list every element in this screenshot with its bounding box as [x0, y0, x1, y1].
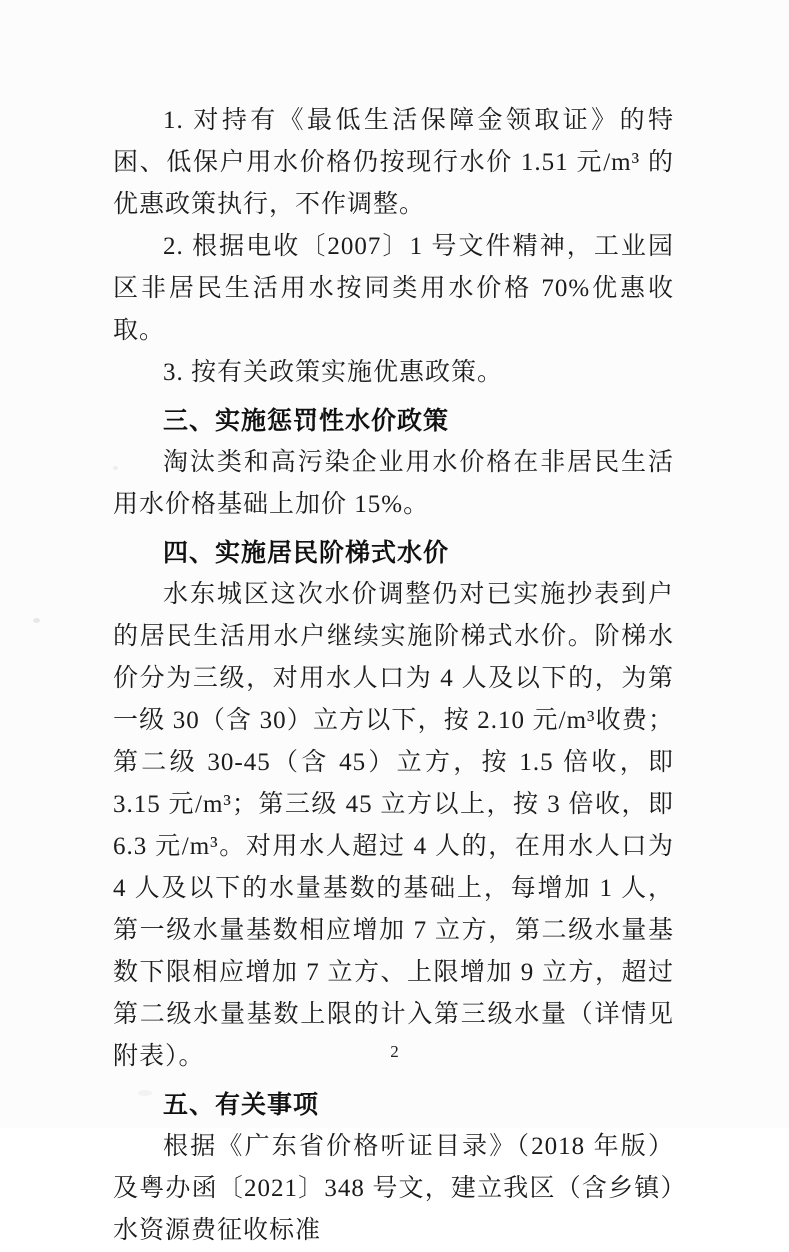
page-number: 2: [390, 1042, 399, 1061]
scan-artifact: [113, 466, 118, 470]
section-heading: 三、实施惩罚性水价政策: [163, 407, 450, 435]
body-paragraph: 淘汰类和高污染企业用水价格在非居民生活用水价格基础上加价 15%。: [113, 449, 674, 518]
section-heading: 五、有关事项: [163, 1091, 320, 1119]
scan-artifact: [138, 1090, 152, 1096]
scan-artifact: [33, 618, 40, 623]
body-paragraph: 3. 按有关政策实施优惠政策。: [163, 359, 504, 386]
body-paragraph: 水东城区这次水价调整仍对已实施抄表到户的居民生活用水户继续实施阶梯式水价。阶梯水价分为三级，对用水人口为 4 人及以下的，为第一级 30（含 30）立方以下，按 2.10 元/m³收费；第二级 30-45（含 45）立方，按 1.5 倍收，即 3.15 元/m³；第三级 45 立方以上，按 3 倍收，即 6.3 元/m³。对用水人超过 4 人的，在用水人口为 4 人及以下的水量基数的基础上，每增加 1 人，第一级水量基数相应增加 7 立方，第二级水量基数下限相应增加 7 立方、上限增加 9 立方，超过第二级水量基数上限的计入第三级水量（详情见附表）。: [113, 581, 674, 1070]
body-paragraph: 根据《广东省价格听证目录》（2018 年版）及粤办函〔2021〕348 号文，建立我区（含乡镇）水资源费征收标准: [113, 1133, 674, 1244]
body-paragraph: 1. 对持有《最低生活保障金领取证》的特困、低保户用水价格仍按现行水价 1.51 元/m³ 的优惠政策执行，不作调整。: [113, 107, 674, 218]
document-body: [113, 100, 674, 1252]
section-heading: 四、实施居民阶梯式水价: [163, 539, 450, 567]
body-paragraph: 2. 根据电收〔2007〕1 号文件精神，工业园区非居民生活用水按同类用水价格 70%优惠收取。: [113, 233, 674, 344]
